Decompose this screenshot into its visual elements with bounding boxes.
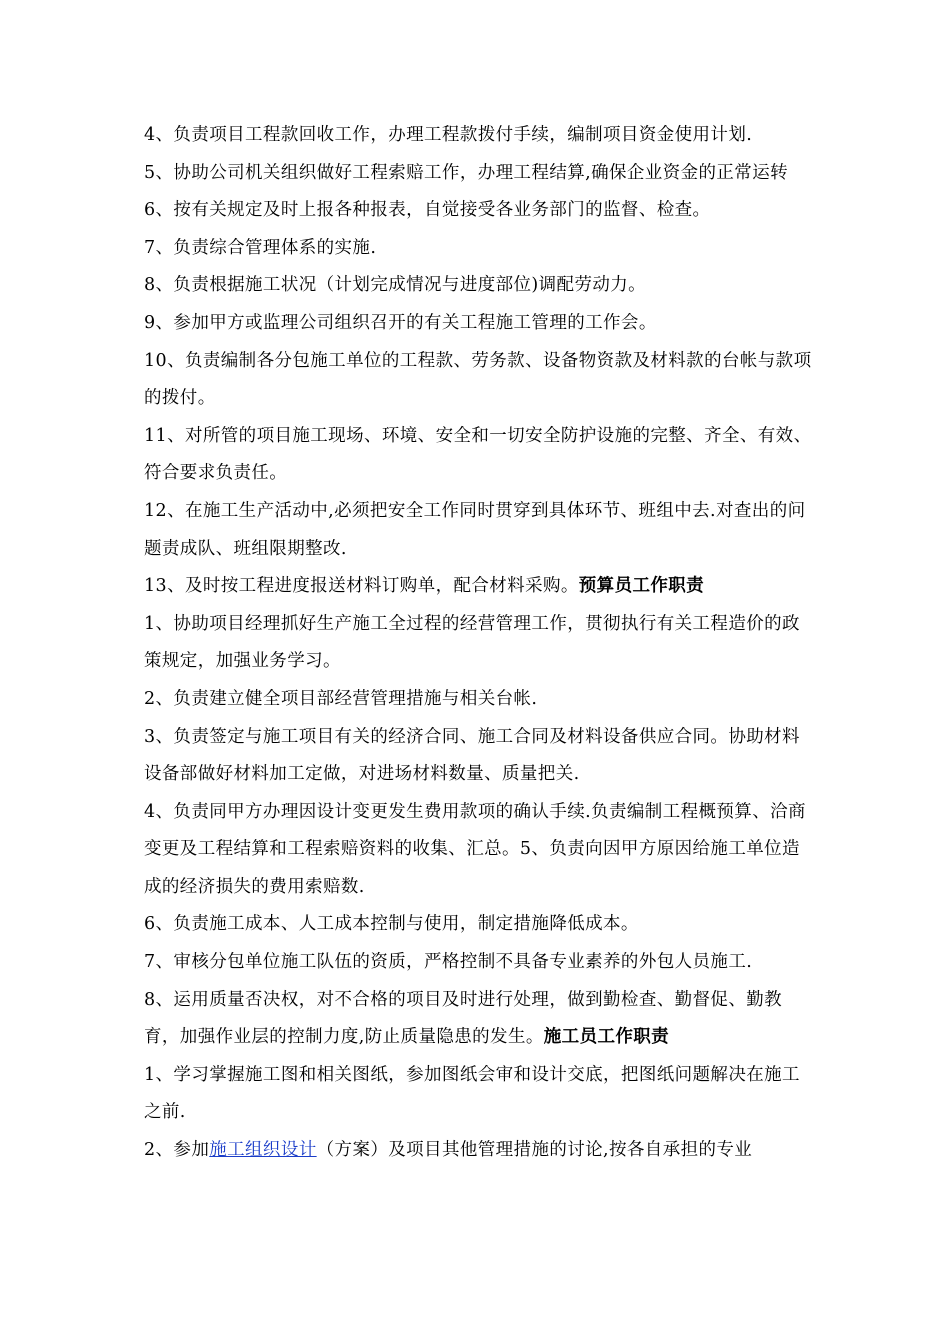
paragraph-text: 8、运用质量否决权，对不合格的项目及时进行处理，做到勤检查、勤督促、勤教育，加强作业层的控制力度,防止质量隐患的发生。 xyxy=(144,989,783,1048)
paragraph: 12、在施工生产活动中,必须把安全工作同时贯穿到具体环节、班组中去.对查出的问题责成队、班组限期整改. xyxy=(144,500,806,559)
paragraph-text: 13、及时按工程进度报送材料订购单，配合材料采购。 xyxy=(144,576,579,597)
paragraph: 5、协助公司机关组织做好工程索赔工作，办理工程结算,确保企业资金的正常运转 xyxy=(144,162,788,183)
paragraph: 1、协助项目经理抓好生产施工全过程的经营管理工作，贯彻执行有关工程造价的政策规定，加强业务学习。 xyxy=(144,613,800,672)
paragraph xyxy=(144,568,814,606)
paragraph: 9、参加甲方或监理公司组织召开的有关工程施工管理的工作会。 xyxy=(144,312,657,333)
document-body xyxy=(144,117,814,1170)
paragraph: 11、对所管的项目施工现场、环境、安全和一切安全防护设施的完整、齐全、有效、符合要求负责任。 xyxy=(144,425,812,484)
paragraph: 4、负责同甲方办理因设计变更发生费用款项的确认手续.负责编制工程概预算、洽商变更及工程结算和工程索赔资料的收集、汇总。5、负责向因甲方原因给施工单位造成的经济损失的费用索赔数. xyxy=(144,801,806,897)
paragraph: 6、负责施工成本、人工成本控制与使用，制定措施降低成本。 xyxy=(144,914,639,935)
paragraph: 3、负责签定与施工项目有关的经济合同、施工合同及材料设备供应合同。协助材料设备部做好材料加工定做，对进场材料数量、质量把关. xyxy=(144,726,800,785)
paragraph: 1、学习掌握施工图和相关图纸，参加图纸会审和设计交底，把图纸问题解决在施工之前. xyxy=(144,1064,800,1123)
paragraph: 4、负责项目工程款回收工作，办理工程款拨付手续，编制项目资金使用计划. xyxy=(144,125,753,145)
paragraph: 8、负责根据施工状况（计划完成情况与进度部位)调配劳动力。 xyxy=(144,275,647,296)
paragraph: 2、负责建立健全项目部经营管理措施与相关台帐. xyxy=(144,688,538,709)
paragraph xyxy=(144,1132,814,1170)
paragraph: 7、负责综合管理体系的实施. xyxy=(144,237,377,258)
paragraph: 6、按有关规定及时上报各种报表，自觉接受各业务部门的监督、检查。 xyxy=(144,200,711,221)
section-heading-budgeter: 预算员工作职责 xyxy=(578,576,705,597)
construction-design-link[interactable]: 施工组织设计 xyxy=(209,1140,317,1161)
paragraph: 10、负责编制各分包施工单位的工程款、劳务款、设备物资款及材料款的台帐与款项的拨付。 xyxy=(144,350,812,409)
section-heading-construction-worker: 施工员工作职责 xyxy=(543,1027,670,1048)
paragraph: 7、审核分包单位施工队伍的资质，严格控制不具备专业素养的外包人员施工. xyxy=(144,952,753,973)
paragraph xyxy=(144,982,814,1057)
paragraph-text: （方案）及项目其他管理措施的讨论,按各自承担的专业 xyxy=(316,1140,753,1161)
paragraph-text: 2、参加 xyxy=(144,1140,210,1161)
